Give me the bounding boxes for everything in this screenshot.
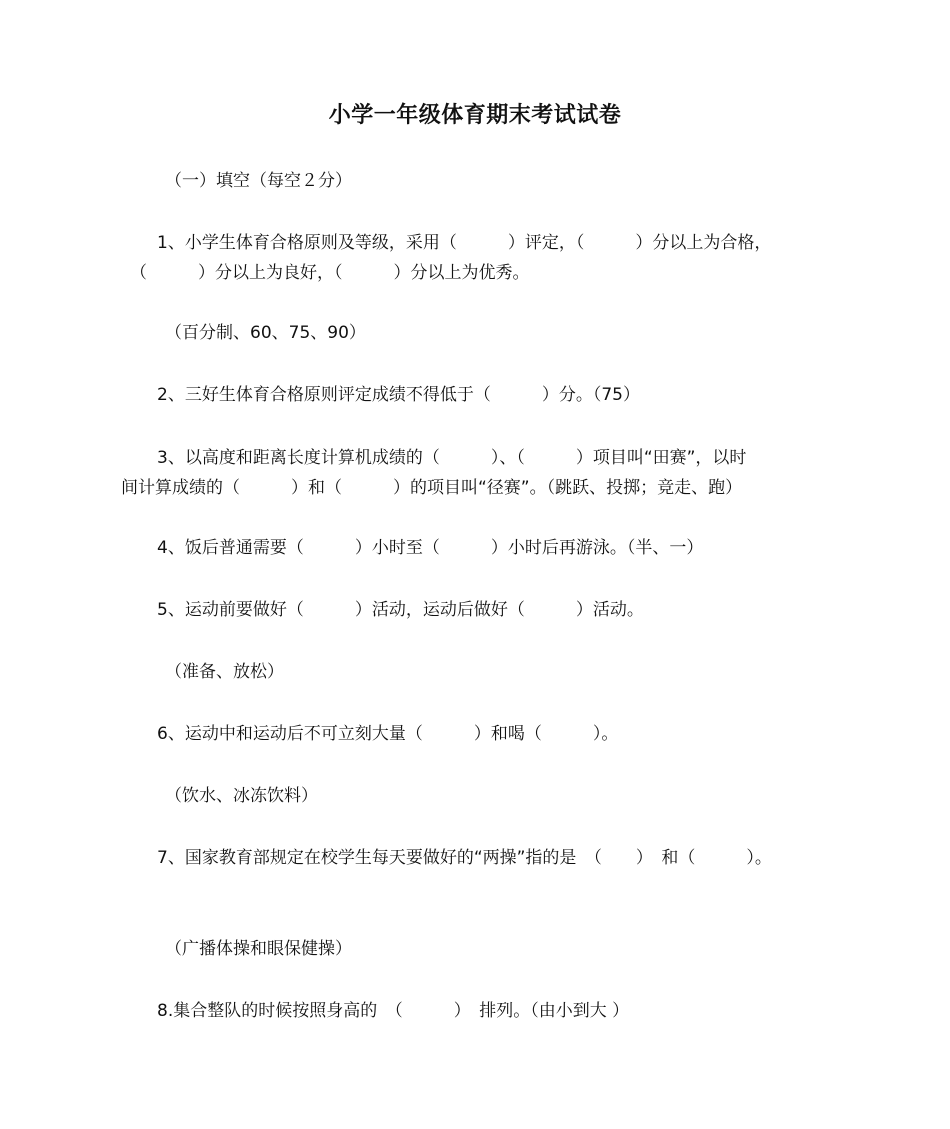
page-title: 小学一年级体育期末考试试卷 [328, 103, 622, 128]
question-3-line-2: 间计算成绩的（ ）和（ ）的项目叫“径赛”。（跳跃、投掷；竞走、跑） [121, 478, 743, 498]
question-6-line-1: 6、运动中和运动后不可立刻大量（ ）和喝（ ）。 [157, 724, 619, 744]
question-6-answer: （饮水、冰冻饮料） [165, 786, 318, 806]
question-7-answer: （广播体操和眼保健操） [165, 939, 352, 959]
question-4-line-1: 4、饭后普通需要（ ）小时至（ ）小时后再游泳。（半、一） [157, 538, 704, 558]
question-1-answer: （百分制、60、75、90） [165, 323, 366, 343]
question-1-line-1: 1、小学生体育合格原则及等级，采用（ ）评定，（ ）分以上为合格， [157, 233, 772, 253]
question-8-line-1: 8.集合整队的时候按照身高的 （ ） 排列。（由小到大 ） [157, 1001, 630, 1021]
question-5-answer: （准备、放松） [165, 662, 284, 682]
question-3-line-1: 3、以高度和距离长度计算机成绩的（ ）、（ ）项目叫“田赛”，以时 [157, 448, 747, 468]
question-5-line-1: 5、运动前要做好（ ）活动，运动后做好（ ）活动。 [157, 600, 644, 620]
question-7-line-1: 7、国家教育部规定在校学生每天要做好的“两操”指的是 （ ） 和（ ）。 [157, 848, 772, 868]
question-2-line-1: 2、三好生体育合格原则评定成绩不得低于（ ）分。（75） [157, 385, 640, 405]
question-1-line-2: （ ）分以上为良好，（ ）分以上为优秀。 [130, 263, 530, 283]
section-heading: （一）填空（每空２分） [165, 171, 352, 191]
